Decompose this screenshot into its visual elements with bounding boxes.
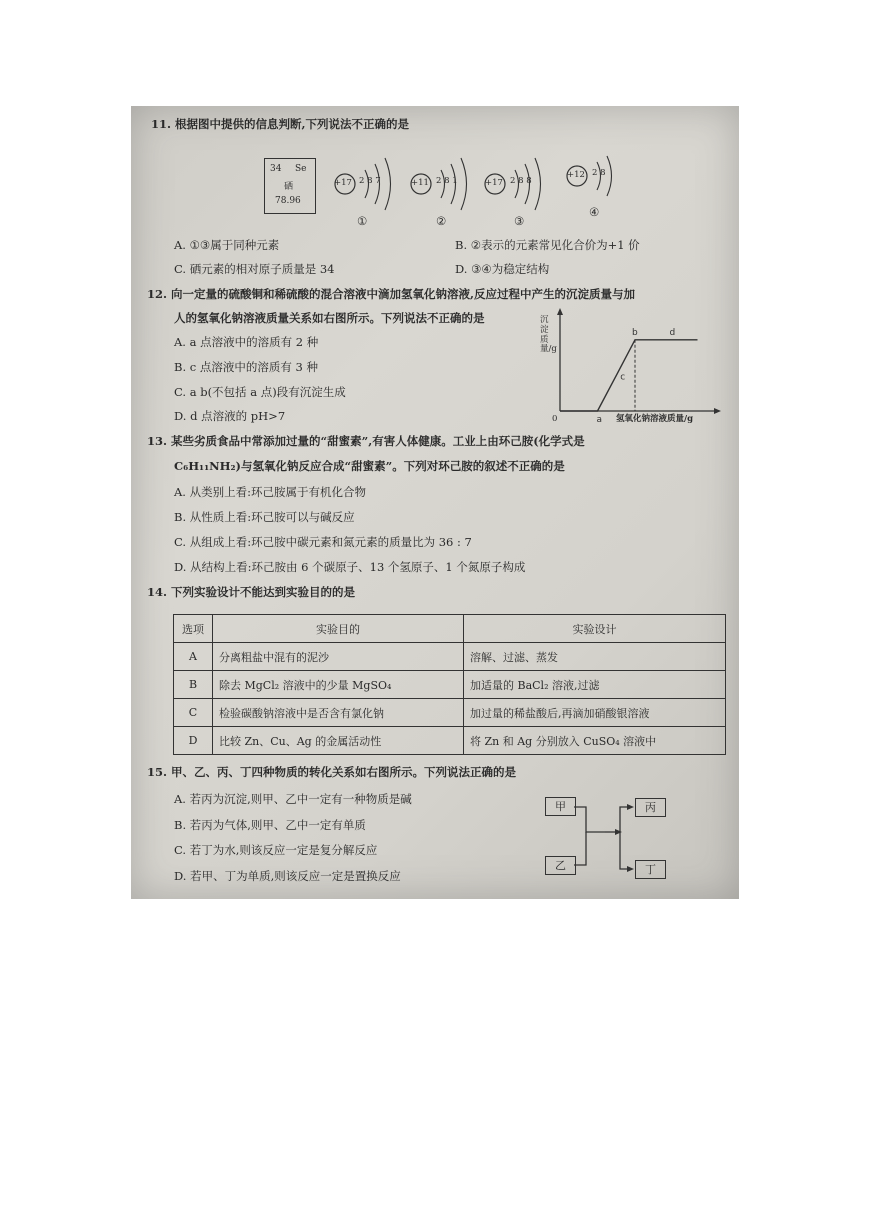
box-ding: 丁 [635, 860, 666, 879]
q12-stem-line1: 12. 向一定量的硫酸铜和稀硫酸的混合溶液中滴加氢氧化钠溶液,反应过程中产生的沉淀质量与加 [147, 287, 636, 301]
q14-stem: 14. 下列实验设计不能达到实验目的的是 [147, 585, 356, 599]
q12-option-d: D. d 点溶液的 pH>7 [174, 409, 286, 423]
atom-diagrams [325, 146, 625, 236]
chart-ylabel: 沉淀质量/g [540, 315, 557, 355]
box-yi: 乙 [545, 856, 576, 875]
row-d-purpose: 比较 Zn、Cu、Ag 的金属活动性 [213, 727, 464, 755]
atom-3-nucleus: +17 [485, 178, 503, 188]
atom-1-nucleus: +17 [334, 178, 352, 188]
q15-option-c: C. 若丁为水,则该反应一定是复分解反应 [174, 843, 378, 857]
atom-1-shells: 2 8 7 [359, 176, 381, 186]
col-design: 实验设计 [464, 615, 726, 643]
row-a-design: 溶解、过滤、蒸发 [464, 643, 726, 671]
q11-option-b: B. ②表示的元素常见化合价为+1 价 [455, 238, 640, 252]
table-row [174, 643, 726, 671]
element-symbol: Se [295, 164, 307, 174]
row-b-purpose: 除去 MgCl₂ 溶液中的少量 MgSO₄ [213, 671, 464, 699]
row-b-option: B [174, 671, 213, 699]
row-c-purpose: 检验碳酸钠溶液中是否含有氯化钠 [213, 699, 464, 727]
q11-option-c: C. 硒元素的相对原子质量是 34 [174, 262, 335, 276]
row-d-option: D [174, 727, 213, 755]
q12-option-a: A. a 点溶液中的溶质有 2 种 [174, 335, 319, 349]
element-mass: 78.96 [275, 196, 301, 206]
element-card-selenium [264, 158, 316, 214]
atom-1-label: ① [357, 214, 368, 228]
q13-option-c: C. 从组成上看:环己胺中碳元素和氮元素的质量比为 36 : 7 [174, 535, 472, 549]
q15-stem: 15. 甲、乙、丙、丁四种物质的转化关系如右图所示。下列说法正确的是 [147, 765, 517, 779]
q13-stem-line2: C₆H₁₁NH₂)与氢氧化钠反应合成“甜蜜素”。下列对环己胺的叙述不正确的是 [174, 459, 565, 473]
precipitation-chart [550, 306, 730, 428]
q12-option-b: B. c 点溶液中的溶质有 3 种 [174, 360, 318, 374]
table-row [174, 699, 726, 727]
table-header-row [174, 615, 726, 643]
box-bing: 丙 [635, 798, 666, 817]
q15-option-a: A. 若丙为沉淀,则甲、乙中一定有一种物质是碱 [174, 792, 412, 806]
atom-2-label: ② [436, 214, 447, 228]
q14-table [173, 614, 726, 755]
table-row [174, 727, 726, 755]
q13-option-b: B. 从性质上看:环己胺可以与碱反应 [174, 510, 355, 524]
atom-2-nucleus: +11 [411, 178, 429, 188]
q13-option-a: A. 从类别上看:环己胺属于有机化合物 [174, 485, 366, 499]
chart-point-label-a: a [596, 415, 603, 425]
chart-x-axis-arrow [714, 408, 721, 414]
chart-xlabel: 氢氧化钠溶液质量/g [616, 414, 694, 424]
chart-point-label-c: c [620, 372, 626, 383]
q13-stem-line1: 13. 某些劣质食品中常添加过量的“甜蜜素”,有害人体健康。工业上由环己胺(化学式是 [147, 434, 585, 448]
atom-3-shells: 2 8 8 [510, 176, 532, 186]
q12-option-c: C. a b(不包括 a 点)段有沉淀生成 [174, 385, 346, 399]
row-a-purpose: 分离粗盐中混有的泥沙 [213, 643, 464, 671]
chart-point-label-b: b [632, 327, 638, 338]
row-a-option: A [174, 643, 213, 671]
element-name: 硒 [284, 182, 294, 192]
q11-stem: 11. 根据图中提供的信息判断,下列说法不正确的是 [151, 117, 410, 131]
atom-2-shells: 2 8 1 [436, 176, 458, 186]
col-purpose: 实验目的 [213, 615, 464, 643]
q15-option-d: D. 若甲、丁为单质,则该反应一定是置换反应 [174, 869, 401, 883]
q13-option-d: D. 从结构上看:环己胺由 6 个碳原子、13 个氢原子、1 个氮原子构成 [174, 560, 526, 574]
q12-stem-line2: 人的氢氧化钠溶液质量关系如右图所示。下列说法不正确的是 [174, 311, 485, 325]
row-c-option: C [174, 699, 213, 727]
element-number: 34 [270, 164, 282, 174]
chart-series-line [560, 340, 698, 411]
atom-4-label: ④ [589, 205, 600, 219]
chart-point-label-d: d [669, 327, 676, 338]
row-c-design: 加过量的稀盐酸后,再滴加硝酸银溶液 [464, 699, 726, 727]
atom-3-label: ③ [514, 214, 525, 228]
row-b-design: 加适量的 BaCl₂ 溶液,过滤 [464, 671, 726, 699]
table-row [174, 671, 726, 699]
q11-option-a: A. ①③属于同种元素 [174, 238, 280, 252]
atom-4-shells: 2 8 [592, 168, 606, 178]
chart-y-axis-arrow [557, 308, 563, 315]
chart-origin: 0 [552, 414, 558, 424]
col-option: 选项 [174, 615, 213, 643]
q11-option-d: D. ③④为稳定结构 [455, 262, 550, 276]
box-jia: 甲 [545, 797, 576, 816]
atom-4-nucleus: +12 [567, 170, 585, 180]
row-d-design: 将 Zn 和 Ag 分别放入 CuSO₄ 溶液中 [464, 727, 726, 755]
q15-option-b: B. 若丙为气体,则甲、乙中一定有单质 [174, 818, 366, 832]
